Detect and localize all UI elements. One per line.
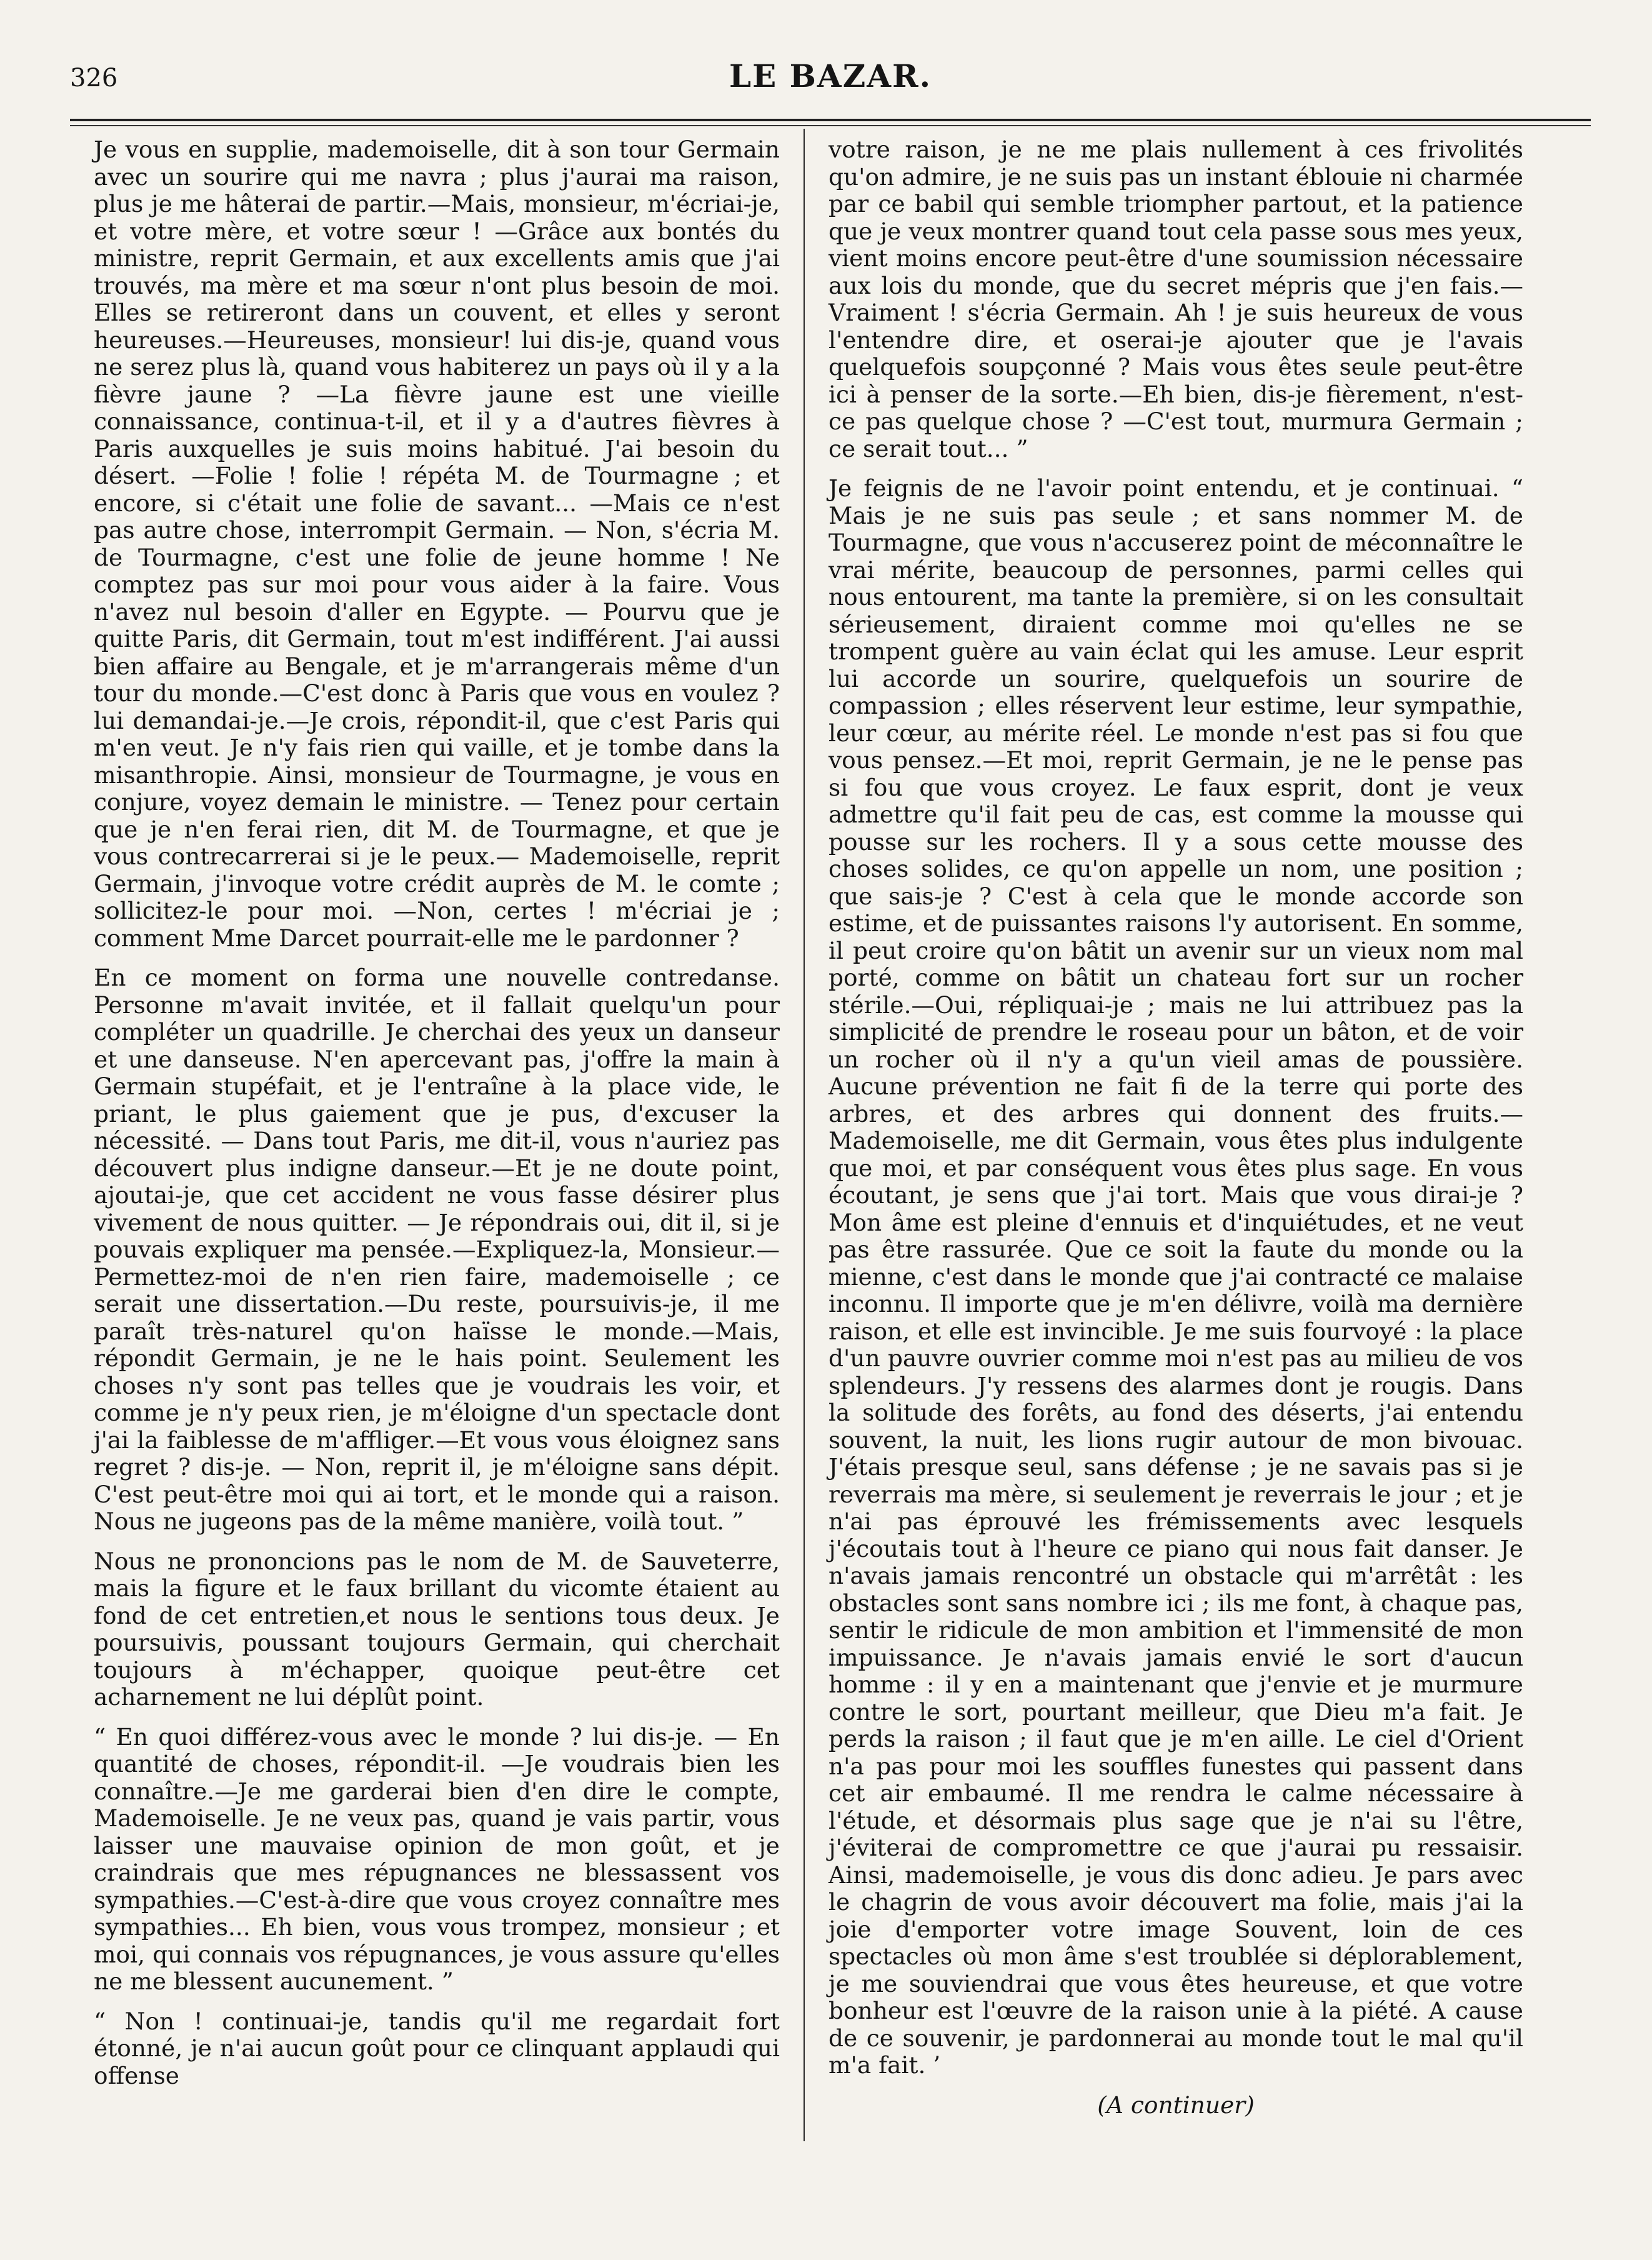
paragraph: votre raison, je ne me plais nullement à ces frivolités qu'on admire, je ne suis pas un instant éblouie ni charmée par ce babil qui semble triompher partout, et la patience que je veux montrer quand tout cela passe sous mes yeux, vient moins encore peut-être d'une soumission nécessaire aux lois du monde, que du secret mépris que j'en fais.—Vraiment ! s'écria Germain. Ah ! je suis heureux de vous l'entendre dire, et oserai-je ajouter que je l'avais quelquefois soupçonné ? Mais vous êtes seule peut-être ici à penser de la sorte.—Eh bien, dis-je fièrement, n'est-ce pas quelque chose ? —C'est tout, murmura Germain ; ce serait tout... ”: [828, 136, 1523, 462]
paragraph: Je feignis de ne l'avoir point entendu, et je continuai. “ Mais je ne suis pas seule ; et sans nommer M. de Tourmagne, que vous n'accuserez point de méconnaître le vrai mérite, beaucoup de personnes, parmi celles qui nous entourent, ma tante la première, si on les consultait sérieusement, diraient comme moi qu'elles ne se trompent guère au vain éclat qui les amuse. Leur esprit lui accorde un sourire, quelquefois un sourire de compassion ; elles réservent leur estime, leur sympathie, leur cœur, au mérite réel. Le monde n'est pas si fou que vous pensez.—Et moi, reprit Germain, je ne le pense pas si fou que vous croyez. Le faux esprit, dont je veux admettre qu'il fait peu de cas, est comme la mousse qui pousse sur les rochers. Il y a sous cette mousse des choses solides, ce qu'on appelle un nom, une position ; que sais-je ? C'est à cela que le monde accorde son estime, et de puissantes raisons l'y autorisent. En somme, il peut croire qu'on bâtit un avenir sur un vieux nom mal porté, comme on bâtit un chateau fort sur un rocher stérile.—Oui, répliquai-je ; mais ne lui attribuez pas la simplicité de prendre le roseau pour un bâton, et de voir un rocher où il n'y a qu'un vieil amas de poussière. Aucune prévention ne fait fi de la terre qui porte des arbres, et des arbres qui donnent des fruits.—Mademoiselle, me dit Germain, vous êtes plus indulgente que moi, et par conséquent vous êtes plus sage. En vous écoutant, je sens que j'ai tort. Mais que vous dirai-je ? Mon âme est pleine d'ennuis et d'inquiétudes, et ne veut pas être rassurée. Que ce soit la faute du monde ou la mienne, c'est dans le monde que j'ai contracté ce malaise inconnu. Il importe que je m'en délivre, voilà ma dernière raison, et elle est invincible. Je me suis fourvoyé : la place d'un pauvre ouvrier comme moi n'est pas au milieu de vos splendeurs. J'y ressens des alarmes dont je rougis. Dans la solitude des forêts, au fond des déserts, j'ai entendu souvent, la nuit, les lions rugir autour de mon bivouac. J'étais presque seul, sans défense ; je ne savais pas si je reverrais ma mère, si seulement je reverrais le jour ; et je n'ai pas éprouvé les frémissements avec lesquels j'écoutais tout à l'heure ce piano qui nous fait danser. Je n'avais jamais rencontré un obstacle qui m'arrêtât : les obstacles sont sans nombre ici ; ils me font, à chaque pas, sentir le ridicule de mon ambition et l'immensité de mon impuissance. Je n'avais jamais envié le sort d'aucun homme : il y en a maintenant que j'envie et je murmure contre le sort, pourtant meilleur, que Dieu m'a fait. Je perds la raison ; il faut que je m'en aille. Le ciel d'Orient n'a pas pour moi les souffles funestes qui passent dans cet air embaumé. Il me rendra le calme nécessaire à l'étude, et désormais plus sage que je n'ai su l'être, j'éviterai de compromettre ce que j'aurai pu ressaisir. Ainsi, mademoiselle, je vous dis donc adieu. Je pars avec le chagrin de vous avoir découvert ma folie, mais j'ai la joie d'emporter votre image Souvent, loin de ces spectacles où mon âme s'est troublée si déplorablement, je me souviendrai que vous êtes heureuse, et que votre bonheur est l'œuvre de la raison unie à la piété. A cause de ce souvenir, je pardonnerai au monde tout le mal qu'il m'a fait. ’: [828, 474, 1523, 2079]
right-column: [828, 136, 1523, 2119]
paragraph: “ Non ! continuai-je, tandis qu'il me regardait fort étonné, je n'ai aucun goût pour ce clinquant applaudi qui offense: [94, 2007, 780, 2089]
column-divider: [804, 129, 805, 2141]
page-header: [70, 58, 1591, 108]
continuation-note: (A continuer): [1097, 2091, 1255, 2119]
paragraph: En ce moment on forma une nouvelle contredanse. Personne m'avait invitée, et il fallait quelqu'un pour compléter un quadrille. Je cherchai des yeux un danseur et une danseuse. N'en apercevant pas, j'offre la main à Germain stupéfait, et je l'entraîne à la place vide, le priant, le plus gaiement que je pus, d'excuser la nécessité. — Dans tout Paris, me dit-il, vous n'auriez pas découvert plus indigne danseur.—Et je ne doute point, ajoutai-je, que cet accident ne vous fasse désirer plus vivement de nous quitter. — Je répondrais oui, dit il, si je pouvais expliquer ma pensée.—Expliquez-la, Monsieur.—Permettez-moi de n'en rien faire, mademoiselle ; ce serait une dissertation.—Du reste, poursuivis-je, il me paraît très-naturel qu'on haïsse le monde.—Mais, répondit Germain, je ne le hais point. Seulement les choses n'y sont pas telles que je voudrais les voir, et comme je n'y peux rien, je m'éloigne d'un spectacle dont j'ai la faiblesse de m'affliger.—Et vous vous éloignez sans regret ? dis-je. — Non, reprit il, je m'éloigne sans dépit. C'est peut-être moi qui ai tort, et le monde qui a raison. Nous ne jugeons pas de la même manière, voilà tout. ”: [94, 964, 780, 1535]
paragraph: Je vous en supplie, mademoiselle, dit à son tour Germain avec un sourire qui me navra ; plus j'aurai ma raison, plus je me hâterai de partir.—Mais, monsieur, m'écriai-je, et votre mère, et votre sœur ! —Grâce aux bontés du ministre, reprit Germain, et aux excellents amis que j'ai trouvés, ma mère et ma sœur n'ont plus besoin de moi. Elles se retireront dans un couvent, et elles y seront heureuses.—Heureuses, monsieur! lui dis-je, quand vous ne serez plus là, quand vous habiterez un pays où il y a la fièvre jaune ? —La fièvre jaune est une vieille connaissance, continua-t-il, et il y a d'autres fièvres à Paris auxquelles je suis moins habitué. J'ai besoin du désert. —Folie ! folie ! répéta M. de Tourmagne ; et encore, si c'était une folie de savant... —Mais ce n'est pas autre chose, interrompit Germain. — Non, s'écria M. de Tourmagne, c'est une folie de jeune homme ! Ne comptez pas sur moi pour vous aider à la faire. Vous n'avez nul besoin d'aller en Egypte. — Pourvu que je quitte Paris, dit Germain, tout m'est indifférent. J'ai aussi bien affaire au Bengale, et je m'arrangerais même d'un tour du monde.—C'est donc à Paris que vous en voulez ? lui demandai-je.—Je crois, répondit-il, que c'est Paris qui m'en veut. Je n'y fais rien qui vaille, et je tombe dans la misanthropie. Ainsi, monsieur de Tourmagne, je vous en conjure, voyez demain le ministre. — Tenez pour certain que je n'en ferai rien, dit M. de Tourmagne, et que je vous contrecarrerai si je le peux.— Mademoiselle, reprit Germain, j'invoque votre crédit auprès de M. le comte ; sollicitez-le pour moi. —Non, certes ! m'écriai je ; comment Mme Darcet pourrait-elle me le pardonner ?: [94, 136, 780, 952]
header-rule-thin: [70, 125, 1591, 126]
page-number: 326: [70, 64, 118, 92]
left-column: [94, 136, 780, 2102]
paragraph: “ En quoi différez-vous avec le monde ? lui dis-je. — En quantité de choses, répondit-il. —Je voudrais bien les connaître.—Je me garderai bien d'en dire le compte, Mademoiselle. Je ne veux pas, quand je vais partir, vous laisser une mauvaise opinion de mon goût, et je craindrais que mes répugnances ne blessassent vos sympathies.—C'est-à-dire que vous croyez connaître mes sympathies... Eh bien, vous vous trompez, monsieur ; et moi, qui connais vos répugnances, je vous assure qu'elles ne me blessent aucunement. ”: [94, 1722, 780, 1995]
paragraph: Nous ne prononcions pas le nom de M. de Sauveterre, mais la figure et le faux brillant du vicomte étaient au fond de cet entretien,et nous le sentions tous deux. Je poursuivis, poussant toujours Germain, qui cherchait toujours à m'échapper, quoique peut-être cet acharnement ne lui déplût point.: [94, 1547, 780, 1711]
header-rule-thick: [70, 119, 1591, 121]
journal-title: LE BAZAR.: [729, 58, 932, 94]
